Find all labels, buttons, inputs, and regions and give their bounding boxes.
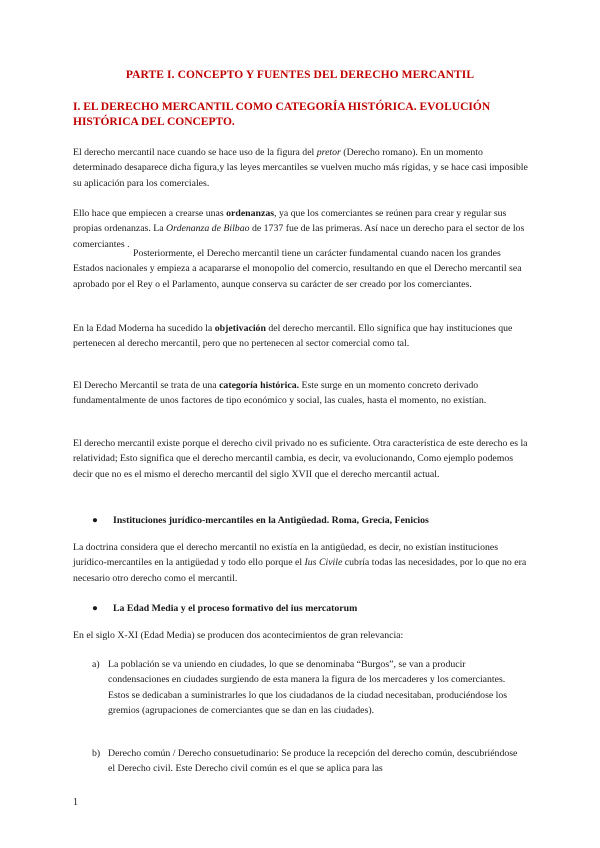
paragraph bbox=[73, 206, 528, 252]
paragraph-bold: objetivación bbox=[214, 323, 266, 334]
list-item-text: Derecho común / Derecho consuetudinario: Se produce la recepción del derecho común, descubriéndose el Derecho civil. Este Derecho civil común es el que se aplica para las bbox=[108, 748, 518, 775]
paragraph-text: El derecho mercantil nace cuando se hace uso de la figura del bbox=[73, 147, 317, 158]
part-title: PARTE I. CONCEPTO Y FUENTES DEL DERECHO MERCANTIL bbox=[125, 69, 475, 81]
paragraph-bold: categoría histórica. bbox=[219, 380, 300, 391]
paragraph bbox=[73, 321, 528, 352]
paragraph bbox=[73, 540, 528, 586]
bullet-text: La Edad Media y el proceso formativo del ius mercatorum bbox=[113, 603, 358, 614]
paragraph-text: En el siglo X-XI (Edad Media) se producen dos acontecimientos de gran relevancia: bbox=[73, 630, 404, 641]
page-number: 1 bbox=[73, 797, 78, 808]
paragraph-text: de 1737 fue de las primeras. Así nace un derecho para el sector de los comerciantes . bbox=[73, 223, 525, 250]
bullet-heading bbox=[92, 601, 522, 616]
paragraph-text: El Derecho Mercantil se trata de una bbox=[73, 380, 220, 391]
paragraph bbox=[73, 145, 528, 191]
paragraph-text: En la Edad Moderna ha sucedido la bbox=[73, 323, 215, 334]
paragraph bbox=[73, 628, 528, 643]
paragraph-text: (Derecho romano). En un momento determinado desaparece dicha figura,y las leyes mercantiles se vuelven mucho más rígidas, y se hace casi imposible su aplicación para los comerciales. bbox=[73, 147, 528, 189]
list-item-marker: a) bbox=[92, 659, 100, 670]
paragraph-text: Posteriormente, el Derecho mercantil tiene un carácter fundamental cuando nacen los grandes Estados nacionales y empieza a acapararse el monopolio del comercio, resultando en que el Derecho mercantil sea aprobado por el Rey o el Parlamento, aunque conserva su carácter de ser creado por los comerciantes. bbox=[73, 248, 522, 290]
paragraph bbox=[73, 246, 528, 292]
paragraph-text: El derecho mercantil existe porque el derecho civil privado no es suficiente. Otra característica de este derecho es la relatividad; Esto significa que el derecho mercantil cambia, es decir, va evolucionando, Como ejemplo podemos decir que no es el mismo el derecho mercantil del siglo XVII que el derecho mercantil actual. bbox=[73, 438, 528, 480]
paragraph-italic: pretor bbox=[316, 147, 341, 158]
section-title: I. EL DERECHO MERCANTIL COMO CATEGORÍA HISTÓRICA. EVOLUCIÓN HISTÓRICA DEL CONCEPTO. bbox=[73, 101, 491, 128]
paragraph-text: del derecho mercantil. Ello significa que hay instituciones que pertenecen al derecho mercantil, pero que no pertenecen al sector comercial como tal. bbox=[73, 323, 513, 350]
list-item bbox=[92, 746, 522, 777]
paragraph bbox=[73, 378, 528, 409]
list-item bbox=[92, 657, 522, 718]
paragraph-text: cubría todas las necesidades, por lo que no era necesario otro derecho como el mercantil. bbox=[73, 557, 527, 584]
bullet-dot-icon: ● bbox=[92, 603, 98, 614]
list-item-text: La población se va uniendo en ciudades, lo que se denominaba “Burgos”, se van a producir condensaciones en ciudades surgiendo de esta manera la figura de los mercaderes y los comerciantes. Estos se dedicaban a suministrarles lo que los ciudadanos de la ciudad necesitaban, produciéndose los gremios (agrupaciones de comerciantes que se dan en las ciudades). bbox=[108, 659, 508, 716]
paragraph bbox=[73, 436, 528, 482]
paragraph-text: Este surge en un momento concreto derivado fundamentalmente de unos factores de tipo económico y social, las cuales, hasta el momento, no existían. bbox=[73, 380, 487, 407]
paragraph-text: La doctrina considera que el derecho mercantil no existía en la antigüedad, es decir, no existían instituciones jurídico-mercantiles en la antigüedad y todo ello porque el bbox=[73, 542, 499, 569]
bullet-text: Instituciones jurídico-mercantiles en la Antigüedad. Roma, Grecia, Fenicios bbox=[113, 515, 429, 526]
paragraph-bold: ordenanzas bbox=[226, 208, 275, 219]
paragraph-italic: Ordenanza de Bilbao bbox=[166, 223, 250, 235]
paragraph-italic: Ius Civile bbox=[304, 557, 343, 569]
list-item-marker: b) bbox=[92, 748, 101, 759]
paragraph-text: , ya que los comerciantes se reúnen para crear y regular sus propias ordenanzas. La bbox=[73, 208, 507, 235]
paragraph-text: Ello hace que empiecen a crearse unas bbox=[73, 208, 227, 219]
bullet-heading bbox=[92, 513, 522, 528]
bullet-dot-icon: ● bbox=[92, 515, 98, 526]
